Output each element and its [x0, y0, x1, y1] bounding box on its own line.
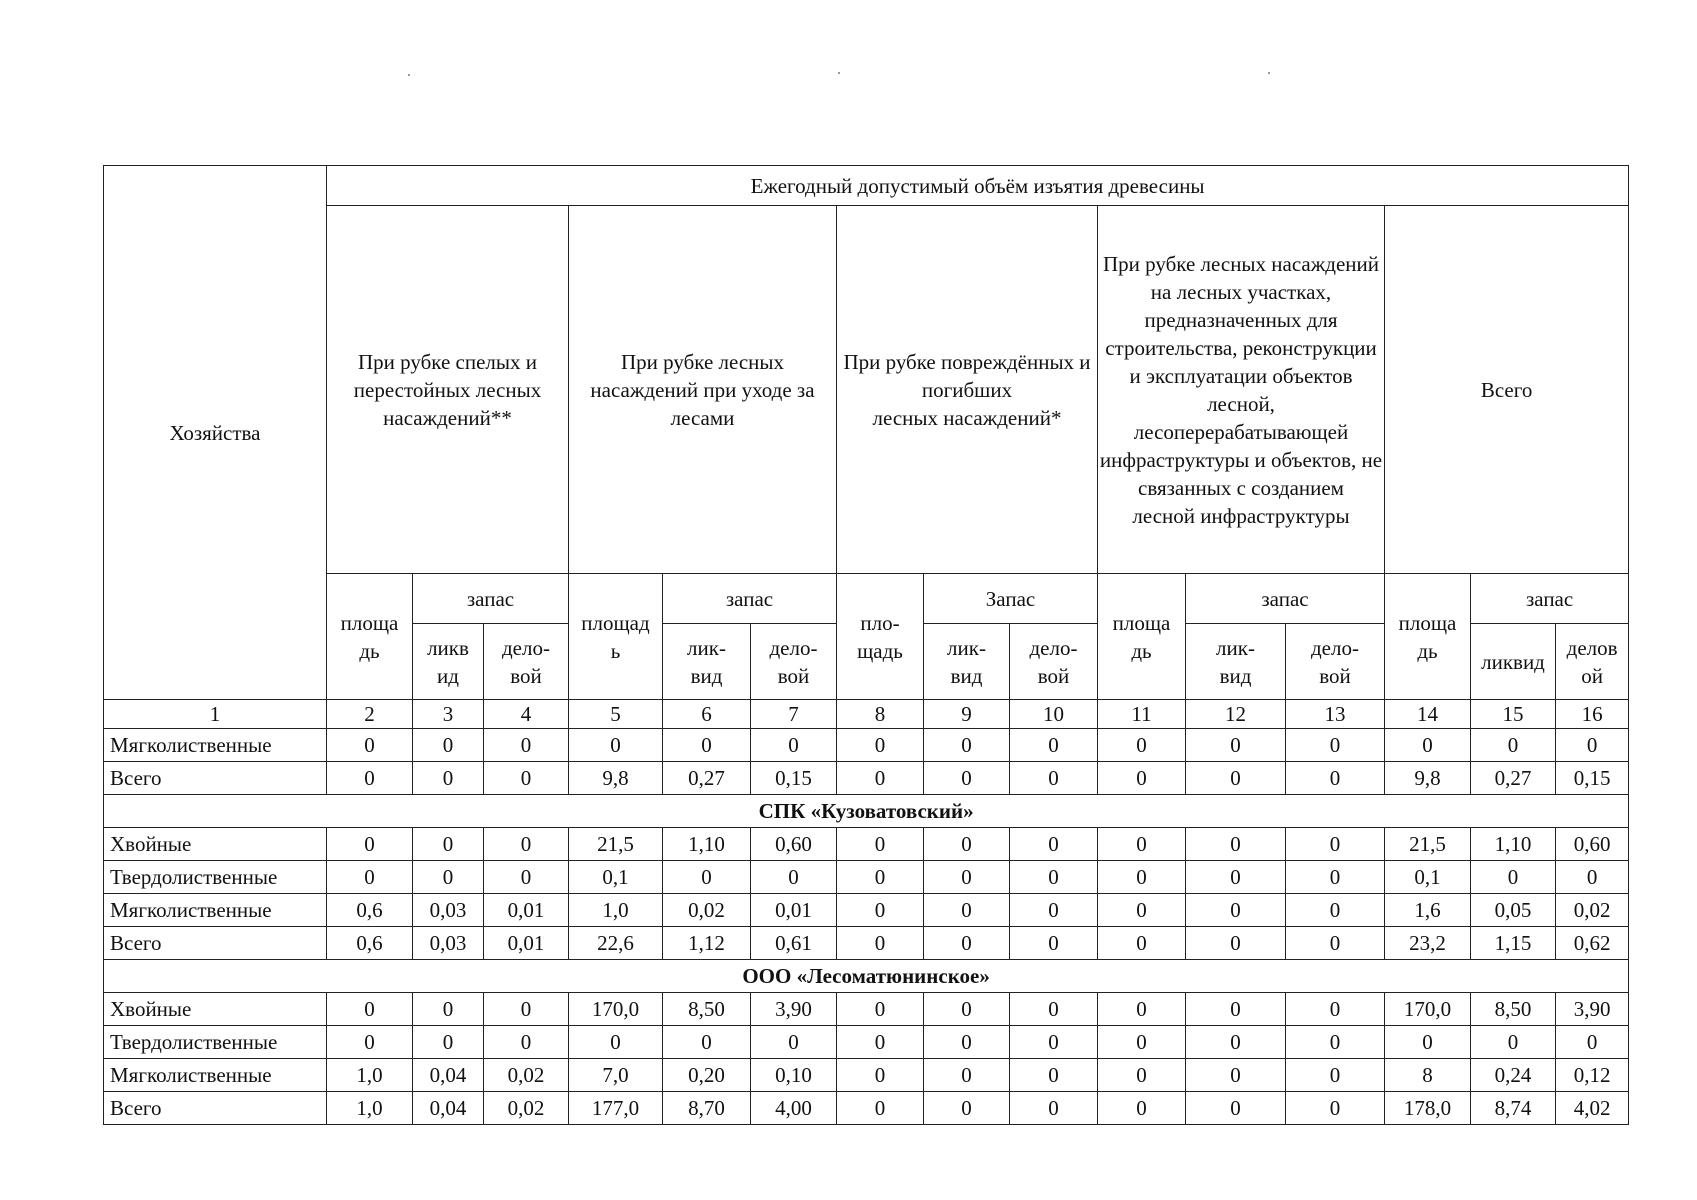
value-cell: 0 [837, 993, 924, 1026]
value-cell: 0 [751, 861, 837, 894]
area-header: пло- щадь [837, 574, 924, 700]
table-row [104, 1026, 1629, 1059]
stock-header: запас [663, 574, 837, 624]
value-cell: 0 [1471, 729, 1556, 762]
column-number: 8 [837, 700, 924, 729]
value-cell: 0,05 [1471, 894, 1556, 927]
value-cell: 1,12 [663, 927, 751, 960]
value-cell: 0 [327, 993, 413, 1026]
value-cell: 0 [1471, 1026, 1556, 1059]
value-cell: 0 [1010, 861, 1098, 894]
value-cell: 0 [1098, 1092, 1186, 1125]
value-cell: 0 [1098, 993, 1186, 1026]
value-cell: 0 [924, 762, 1010, 795]
value-cell: 0 [1186, 894, 1286, 927]
group-title: При рубке лесных насаждений при уходе за лесами [569, 206, 837, 574]
value-cell: 0 [663, 1026, 751, 1059]
value-cell: 0,02 [663, 894, 751, 927]
value-cell: 0 [413, 861, 484, 894]
business-header: делов ой [1556, 624, 1629, 700]
value-cell: 0,01 [484, 927, 569, 960]
value-cell: 0,20 [663, 1059, 751, 1092]
value-cell: 0 [837, 894, 924, 927]
value-cell: 0 [413, 1026, 484, 1059]
column-number-row [104, 700, 1629, 729]
row-label: Хвойные [104, 993, 327, 1026]
area-header: площа дь [327, 574, 413, 700]
value-cell: 0 [484, 861, 569, 894]
value-cell: 170,0 [1385, 993, 1471, 1026]
liquid-header: ликв ид [413, 624, 484, 700]
value-cell: 0 [1098, 1026, 1186, 1059]
value-cell: 0,60 [1556, 828, 1629, 861]
value-cell: 0 [1186, 1059, 1286, 1092]
table-row [104, 1059, 1629, 1092]
value-cell: 0 [1010, 828, 1098, 861]
value-cell: 0 [924, 927, 1010, 960]
value-cell: 1,0 [569, 894, 663, 927]
row-label: Всего [104, 1092, 327, 1125]
value-cell: 21,5 [569, 828, 663, 861]
column-number: 4 [484, 700, 569, 729]
value-cell: 0 [569, 1026, 663, 1059]
value-cell: 0 [413, 762, 484, 795]
value-cell: 170,0 [569, 993, 663, 1026]
value-cell: 0 [1010, 993, 1098, 1026]
value-cell: 0 [1556, 1026, 1629, 1059]
section-row [104, 960, 1629, 993]
value-cell: 0,60 [751, 828, 837, 861]
value-cell: 0,01 [751, 894, 837, 927]
value-cell: 0 [327, 762, 413, 795]
liquid-header: лик- вид [663, 624, 751, 700]
business-header: дело- вой [1286, 624, 1385, 700]
value-cell: 1,0 [327, 1059, 413, 1092]
value-cell: 0 [1186, 927, 1286, 960]
value-cell: 0 [1098, 729, 1186, 762]
value-cell: 21,5 [1385, 828, 1471, 861]
table-row [104, 894, 1629, 927]
value-cell: 3,90 [1556, 993, 1629, 1026]
value-cell: 0 [1186, 729, 1286, 762]
value-cell: 0 [327, 861, 413, 894]
value-cell: 0 [1286, 762, 1385, 795]
row-label: Всего [104, 927, 327, 960]
value-cell: 0 [413, 828, 484, 861]
value-cell: 0 [1286, 729, 1385, 762]
value-cell: 0 [663, 861, 751, 894]
value-cell: 0,01 [484, 894, 569, 927]
value-cell: 0 [924, 828, 1010, 861]
column-number: 11 [1098, 700, 1186, 729]
value-cell: 1,15 [1471, 927, 1556, 960]
liquid-header: лик- вид [1186, 624, 1286, 700]
area-header: площа дь [1098, 574, 1186, 700]
value-cell: 1,10 [1471, 828, 1556, 861]
value-cell: 0 [1186, 993, 1286, 1026]
column-number: 14 [1385, 700, 1471, 729]
value-cell: 0 [1010, 1026, 1098, 1059]
table-row [104, 861, 1629, 894]
row-label: Мягколиственные [104, 894, 327, 927]
value-cell: 8,50 [1471, 993, 1556, 1026]
value-cell: 0 [1186, 828, 1286, 861]
stock-header: запас [1471, 574, 1629, 624]
row-label: Хвойные [104, 828, 327, 861]
value-cell: 0 [924, 993, 1010, 1026]
value-cell: 0 [1098, 1059, 1186, 1092]
value-cell: 0 [1286, 828, 1385, 861]
table-row [104, 927, 1629, 960]
table-row [104, 729, 1629, 762]
value-cell: 1,0 [327, 1092, 413, 1125]
group-title: При рубке лесных насаждений на лесных участках, предназначенных для строительства, реконструкции и эксплуатации объектов лесной, лесоперерабатывающей инфраструктуры и объектов, не связанных с созданием лесной инфраструктуры [1098, 206, 1385, 574]
main-header: Ежегодный допустимый объём изъятия древесины [327, 166, 1629, 206]
value-cell: 0 [413, 993, 484, 1026]
value-cell: 0 [1098, 828, 1186, 861]
column-number: 2 [327, 700, 413, 729]
value-cell: 0 [837, 1059, 924, 1092]
value-cell: 0 [327, 1026, 413, 1059]
group-title: При рубке повреждённых и погибших лесных насаждений* [837, 206, 1098, 574]
value-cell: 0 [924, 861, 1010, 894]
value-cell: 4,02 [1556, 1092, 1629, 1125]
value-cell: 0 [1010, 729, 1098, 762]
value-cell: 8,70 [663, 1092, 751, 1125]
section-title: СПК «Кузоватовский» [104, 795, 1629, 828]
business-header: дело- вой [751, 624, 837, 700]
value-cell: 0 [484, 828, 569, 861]
value-cell: 0 [924, 1026, 1010, 1059]
stock-header: запас [1186, 574, 1385, 624]
value-cell: 3,90 [751, 993, 837, 1026]
value-cell: 0,10 [751, 1059, 837, 1092]
column-number: 3 [413, 700, 484, 729]
value-cell: 0 [1186, 1092, 1286, 1125]
scan-speck [838, 72, 840, 74]
value-cell: 0,04 [413, 1059, 484, 1092]
value-cell: 0 [1010, 894, 1098, 927]
group-title: Всего [1385, 206, 1629, 574]
value-cell: 0,02 [484, 1059, 569, 1092]
value-cell: 0 [837, 828, 924, 861]
value-cell: 0,1 [569, 861, 663, 894]
value-cell: 0,27 [1471, 762, 1556, 795]
value-cell: 0 [1286, 1092, 1385, 1125]
value-cell: 0 [837, 927, 924, 960]
value-cell: 0 [1098, 762, 1186, 795]
value-cell: 0,15 [751, 762, 837, 795]
value-cell: 0 [1286, 1026, 1385, 1059]
column-number: 15 [1471, 700, 1556, 729]
value-cell: 0 [1286, 861, 1385, 894]
value-cell: 0,27 [663, 762, 751, 795]
value-cell: 0 [484, 1026, 569, 1059]
value-cell: 0 [484, 729, 569, 762]
value-cell: 0 [1098, 894, 1186, 927]
row-header-farms: Хозяйства [104, 166, 327, 700]
value-cell: 0 [1186, 861, 1286, 894]
column-number: 6 [663, 700, 751, 729]
liquid-header: лик- вид [924, 624, 1010, 700]
value-cell: 0,03 [413, 927, 484, 960]
value-cell: 1,10 [663, 828, 751, 861]
value-cell: 0,61 [751, 927, 837, 960]
value-cell: 23,2 [1385, 927, 1471, 960]
value-cell: 0 [837, 1026, 924, 1059]
value-cell: 9,8 [1385, 762, 1471, 795]
value-cell: 0,12 [1556, 1059, 1629, 1092]
value-cell: 0 [569, 729, 663, 762]
value-cell: 0 [924, 1059, 1010, 1092]
value-cell: 0 [1385, 729, 1471, 762]
business-header: дело- вой [1010, 624, 1098, 700]
column-number: 13 [1286, 700, 1385, 729]
value-cell: 0 [1186, 1026, 1286, 1059]
table-row [104, 828, 1629, 861]
value-cell: 0 [924, 1092, 1010, 1125]
value-cell: 0 [1286, 993, 1385, 1026]
value-cell: 1,6 [1385, 894, 1471, 927]
section-row [104, 795, 1629, 828]
value-cell: 0 [924, 894, 1010, 927]
column-number: 10 [1010, 700, 1098, 729]
value-cell: 0 [663, 729, 751, 762]
value-cell: 0 [1010, 927, 1098, 960]
table-row [104, 993, 1629, 1026]
value-cell: 0 [837, 762, 924, 795]
column-number: 1 [104, 700, 327, 729]
timber-harvest-table [103, 165, 1629, 1125]
value-cell: 0,6 [327, 927, 413, 960]
row-label: Всего [104, 762, 327, 795]
value-cell: 0 [327, 729, 413, 762]
value-cell: 0 [837, 1092, 924, 1125]
area-header: площа дь [1385, 574, 1471, 700]
value-cell: 0 [1385, 1026, 1471, 1059]
row-label: Мягколиственные [104, 729, 327, 762]
value-cell: 0 [1471, 861, 1556, 894]
value-cell: 0 [751, 729, 837, 762]
row-label: Твердолиственные [104, 861, 327, 894]
value-cell: 0 [413, 729, 484, 762]
value-cell: 0,02 [484, 1092, 569, 1125]
value-cell: 0,15 [1556, 762, 1629, 795]
value-cell: 0,24 [1471, 1059, 1556, 1092]
value-cell: 8 [1385, 1059, 1471, 1092]
business-header: дело- вой [484, 624, 569, 700]
value-cell: 178,0 [1385, 1092, 1471, 1125]
column-number: 9 [924, 700, 1010, 729]
value-cell: 0,04 [413, 1092, 484, 1125]
row-label: Мягколиственные [104, 1059, 327, 1092]
value-cell: 9,8 [569, 762, 663, 795]
value-cell: 0 [1556, 861, 1629, 894]
value-cell: 0 [1186, 762, 1286, 795]
value-cell: 0 [484, 762, 569, 795]
value-cell: 0,62 [1556, 927, 1629, 960]
value-cell: 0,03 [413, 894, 484, 927]
value-cell: 0 [1286, 927, 1385, 960]
value-cell: 0 [1010, 762, 1098, 795]
table-row [104, 1092, 1629, 1125]
value-cell: 8,50 [663, 993, 751, 1026]
value-cell: 0 [1010, 1092, 1098, 1125]
value-cell: 0 [837, 861, 924, 894]
value-cell: 0 [484, 993, 569, 1026]
value-cell: 0 [1010, 1059, 1098, 1092]
value-cell: 0 [1286, 1059, 1385, 1092]
stock-header: запас [413, 574, 569, 624]
column-number: 16 [1556, 700, 1629, 729]
value-cell: 0 [1098, 861, 1186, 894]
value-cell: 0 [751, 1026, 837, 1059]
column-number: 12 [1186, 700, 1286, 729]
area-header: площад ь [569, 574, 663, 700]
value-cell: 0,6 [327, 894, 413, 927]
scan-speck [408, 74, 410, 76]
value-cell: 7,0 [569, 1059, 663, 1092]
value-cell: 0,02 [1556, 894, 1629, 927]
group-title: При рубке спелых и перестойных лесных насаждений** [327, 206, 569, 574]
liquid-header: ликвид [1471, 624, 1556, 700]
value-cell: 0 [1098, 927, 1186, 960]
scan-speck [1268, 72, 1270, 74]
section-title: ООО «Лесоматюнинское» [104, 960, 1629, 993]
value-cell: 22,6 [569, 927, 663, 960]
value-cell: 8,74 [1471, 1092, 1556, 1125]
value-cell: 0 [837, 729, 924, 762]
column-number: 5 [569, 700, 663, 729]
stock-header: Запас [924, 574, 1098, 624]
value-cell: 0 [1286, 894, 1385, 927]
value-cell: 177,0 [569, 1092, 663, 1125]
value-cell: 4,00 [751, 1092, 837, 1125]
value-cell: 0,1 [1385, 861, 1471, 894]
column-number: 7 [751, 700, 837, 729]
row-label: Твердолиственные [104, 1026, 327, 1059]
value-cell: 0 [924, 729, 1010, 762]
value-cell: 0 [327, 828, 413, 861]
table-row [104, 762, 1629, 795]
value-cell: 0 [1556, 729, 1629, 762]
